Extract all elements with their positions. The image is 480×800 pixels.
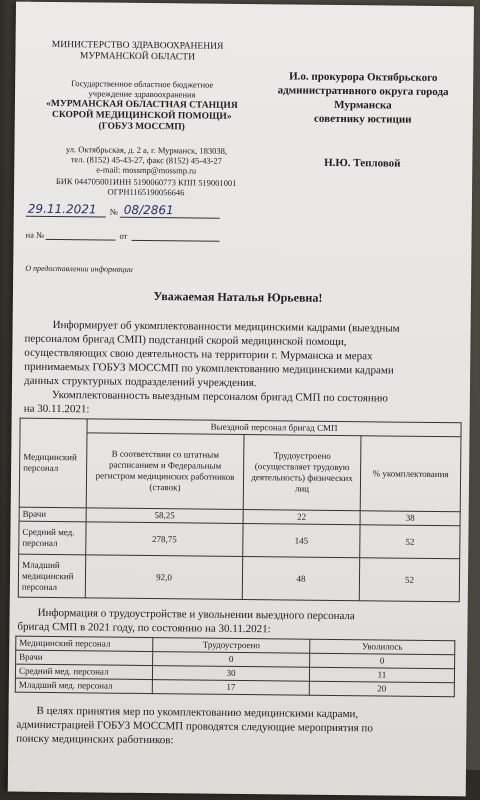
ministry-line2: МУРМАНСКОЙ ОБЛАСТИ [79, 51, 196, 63]
hiring-row-fired: 11 [309, 667, 454, 683]
para2-line1: Укомплектованность выездным персоналом бригад СМП по состоянию [51, 388, 388, 405]
number-underline [120, 217, 220, 219]
staffing-row-staff: 58,25 [86, 508, 243, 524]
staffing-row-employed: 145 [243, 524, 360, 558]
staffing-col-staff: В соответствии со штатным расписанием и Федеральным регистром медицинских работников (ставок) [86, 433, 244, 510]
staffing-row-employed: 48 [242, 557, 359, 601]
addressee-line2: административного округа города [277, 84, 449, 99]
hiring-col-hired: Трудоустроено [153, 638, 310, 654]
hiring-row-fired: 20 [309, 681, 454, 697]
staffing-row-name: Младший медицинский персонал [18, 554, 85, 598]
addressee-line3: Мурманска [334, 98, 392, 112]
para4-line2: администрацией ГОБУЗ МОССМП проводятся следующие мероприятия по [16, 718, 373, 735]
handwritten-number: 08/2861 [123, 202, 174, 218]
para2-line2: на 30.11.2021: [23, 402, 90, 416]
hiring-row-hired: 17 [152, 680, 309, 696]
on-number-blank [46, 239, 116, 241]
hiring-table [15, 636, 456, 698]
subject-line: О предоставлении информации [25, 263, 133, 274]
para3-line2: бригад СМП в 2021 году, по состоянию на 30.11.2021: [17, 620, 271, 636]
staffing-col-employed: Трудоустроено (осуществляет трудовую деятельность) физических лиц [243, 435, 361, 511]
outgoing-number-row [26, 202, 221, 220]
addressee-line1: И.о. прокурора Октябрьского [289, 70, 438, 85]
hiring-row-name: Младший мед. персонал [15, 678, 152, 693]
table-row [18, 554, 459, 602]
org-line2: учреждение здравоохранения [88, 88, 196, 100]
table-row [19, 521, 460, 559]
staffing-row-employed: 22 [243, 510, 360, 525]
greeting: Уважаемая Наталья Юрьевна! [153, 289, 323, 305]
staffing-table [18, 418, 462, 603]
addressee-name: Н.Ю. Тепловой [324, 156, 401, 170]
sender-address: ул. Октябрьская, д. 2 а, г. Мурманск, 183038, [65, 144, 228, 156]
org-line4: СКОРОЙ МЕДИЦИНСКОЙ ПОМОЩИ» [51, 109, 232, 122]
staffing-row-name: Врачи [19, 507, 86, 522]
sender-phones: тел. (8152) 45-43-27, факс (8152) 45-43-27 [70, 154, 223, 166]
hiring-row-name: Врачи [16, 650, 153, 665]
para1-line3: осуществляющих свою деятельность на территории г. Мурманска и мерах [24, 346, 373, 363]
para4-line3: поиску медицинских работников: [16, 732, 174, 747]
staffing-row-name: Средний мед. персонал [19, 521, 86, 555]
hiring-row-hired: 0 [153, 652, 310, 668]
incoming-reference-row [25, 228, 225, 244]
staffing-col-personnel: Медицинский персонал [19, 418, 87, 508]
para1-line2: персоналом бригад СМП) подстанций скорой медицинской помощи, [24, 332, 347, 349]
para4-line1: В целях принятия мер по укомплектованию медицинскими кадрами, [36, 704, 359, 721]
org-line1: Государственное областное бюджетное [71, 78, 214, 90]
staffing-row-percent: 38 [360, 511, 460, 526]
letter-page [8, 2, 474, 797]
handwritten-date: 29.11.2021 [27, 201, 97, 217]
para1-line1: Информирует об укомплектованности медицинскими кадрами (выездным [52, 319, 400, 335]
sender-email: e-mail: mossmp@mossmp.ru [96, 164, 197, 176]
sender-ids-line2: ОГРН1165190056646 [107, 186, 185, 198]
from-label: от [119, 230, 128, 241]
hiring-col-fired: Уволилось [310, 639, 455, 655]
staffing-row-staff: 92,0 [85, 555, 242, 600]
date-underline [26, 216, 106, 218]
org-line5: (ГОБУЗ МОССМП) [98, 121, 185, 133]
para1-line4: принимаемых ГОБУЗ МОССМП по укомплектованию медицинскими кадрами [24, 360, 394, 377]
from-blank [132, 240, 220, 242]
hiring-row-fired: 0 [310, 653, 455, 669]
addressee-line4: советнику юстиции [313, 112, 412, 126]
staffing-col-percent: % укомплектования [360, 436, 461, 512]
ministry-line1: МИНИСТЕРСТВО ЗДРАВООХРАНЕНИЯ [51, 39, 224, 52]
sender-ids-line1: БИК 044705001ИНН 5190060773 КПП 519001001 [55, 176, 237, 188]
staffing-row-percent: 52 [360, 525, 460, 559]
hiring-col-personnel: Медицинский персонал [16, 636, 153, 651]
staffing-row-percent: 52 [359, 558, 459, 602]
para3-line1: Информация о трудоустройстве и увольнении выездного персонала [37, 606, 355, 623]
org-line3: «МУРМАНСКАЯ ОБЛАСТНАЯ СТАНЦИЯ [46, 98, 238, 111]
para1-line5: данных структурных подразделений учреждения. [23, 374, 257, 390]
on-number-label: на № [25, 229, 45, 240]
hiring-row-name: Средний мед. персонал [15, 664, 152, 679]
number-label: № [109, 206, 118, 217]
staffing-group-header: Выездной персонал бригад СМП [87, 419, 461, 437]
hiring-row-hired: 30 [152, 666, 309, 682]
staffing-row-staff: 278,75 [86, 522, 243, 557]
